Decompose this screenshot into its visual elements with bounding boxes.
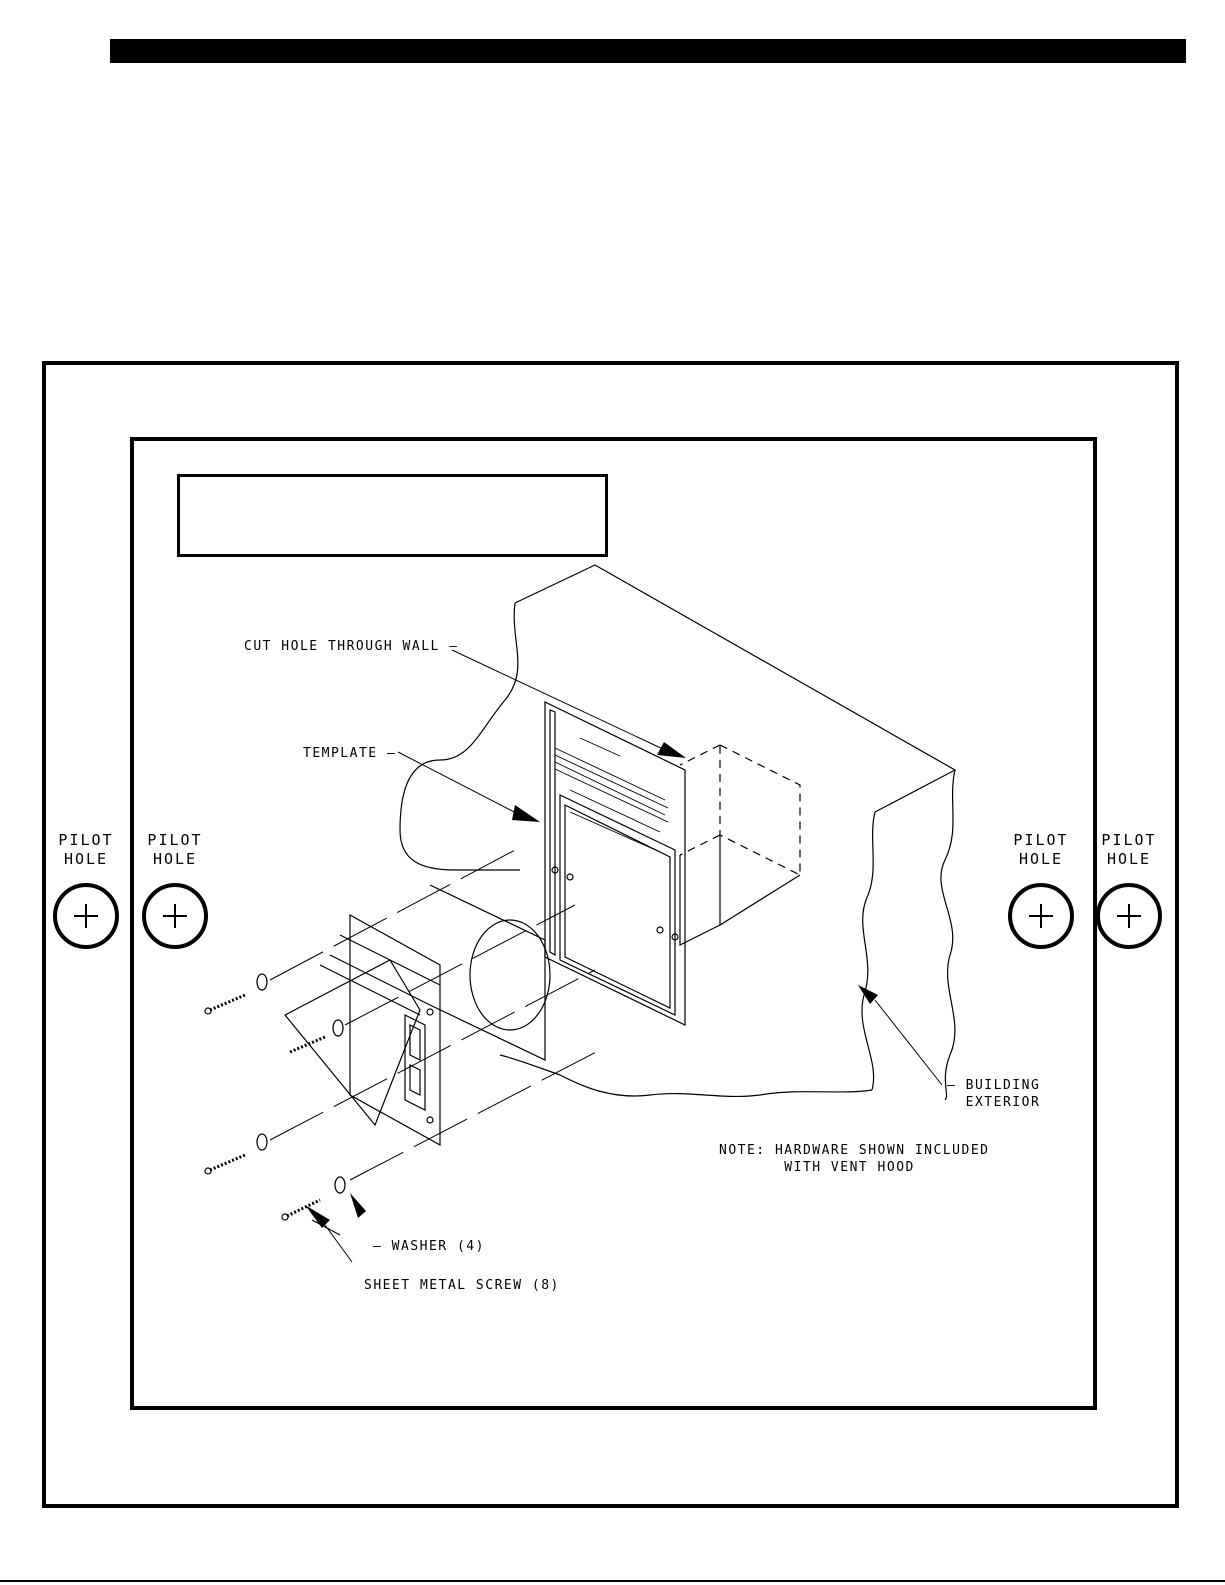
wall-hole xyxy=(680,745,800,875)
cut-hole-label: CUT HOLE THROUGH WALL – xyxy=(244,639,459,654)
washer-label: – WASHER (4) xyxy=(373,1239,485,1254)
wall-hole-front xyxy=(680,835,800,945)
template-label: TEMPLATE – xyxy=(303,746,397,761)
pilot-hole-label: PILOT HOLE xyxy=(1013,831,1069,868)
screw-label: SHEET METAL SCREW (8) xyxy=(364,1278,560,1293)
pilot-hole-label: PILOT HOLE xyxy=(58,831,114,868)
vent-hood-assembly xyxy=(285,885,550,1145)
fasteners xyxy=(205,974,345,1220)
bottom-rule xyxy=(0,1580,1225,1582)
wall-block xyxy=(400,565,955,1100)
building-exterior-label: – BUILDING EXTERIOR xyxy=(947,1078,1041,1110)
pilot-hole-label: PILOT HOLE xyxy=(1101,831,1157,868)
pilot-hole-label: PILOT HOLE xyxy=(147,831,203,868)
hardware-note: NOTE: HARDWARE SHOWN INCLUDED WITH VENT HOOD xyxy=(719,1143,990,1175)
